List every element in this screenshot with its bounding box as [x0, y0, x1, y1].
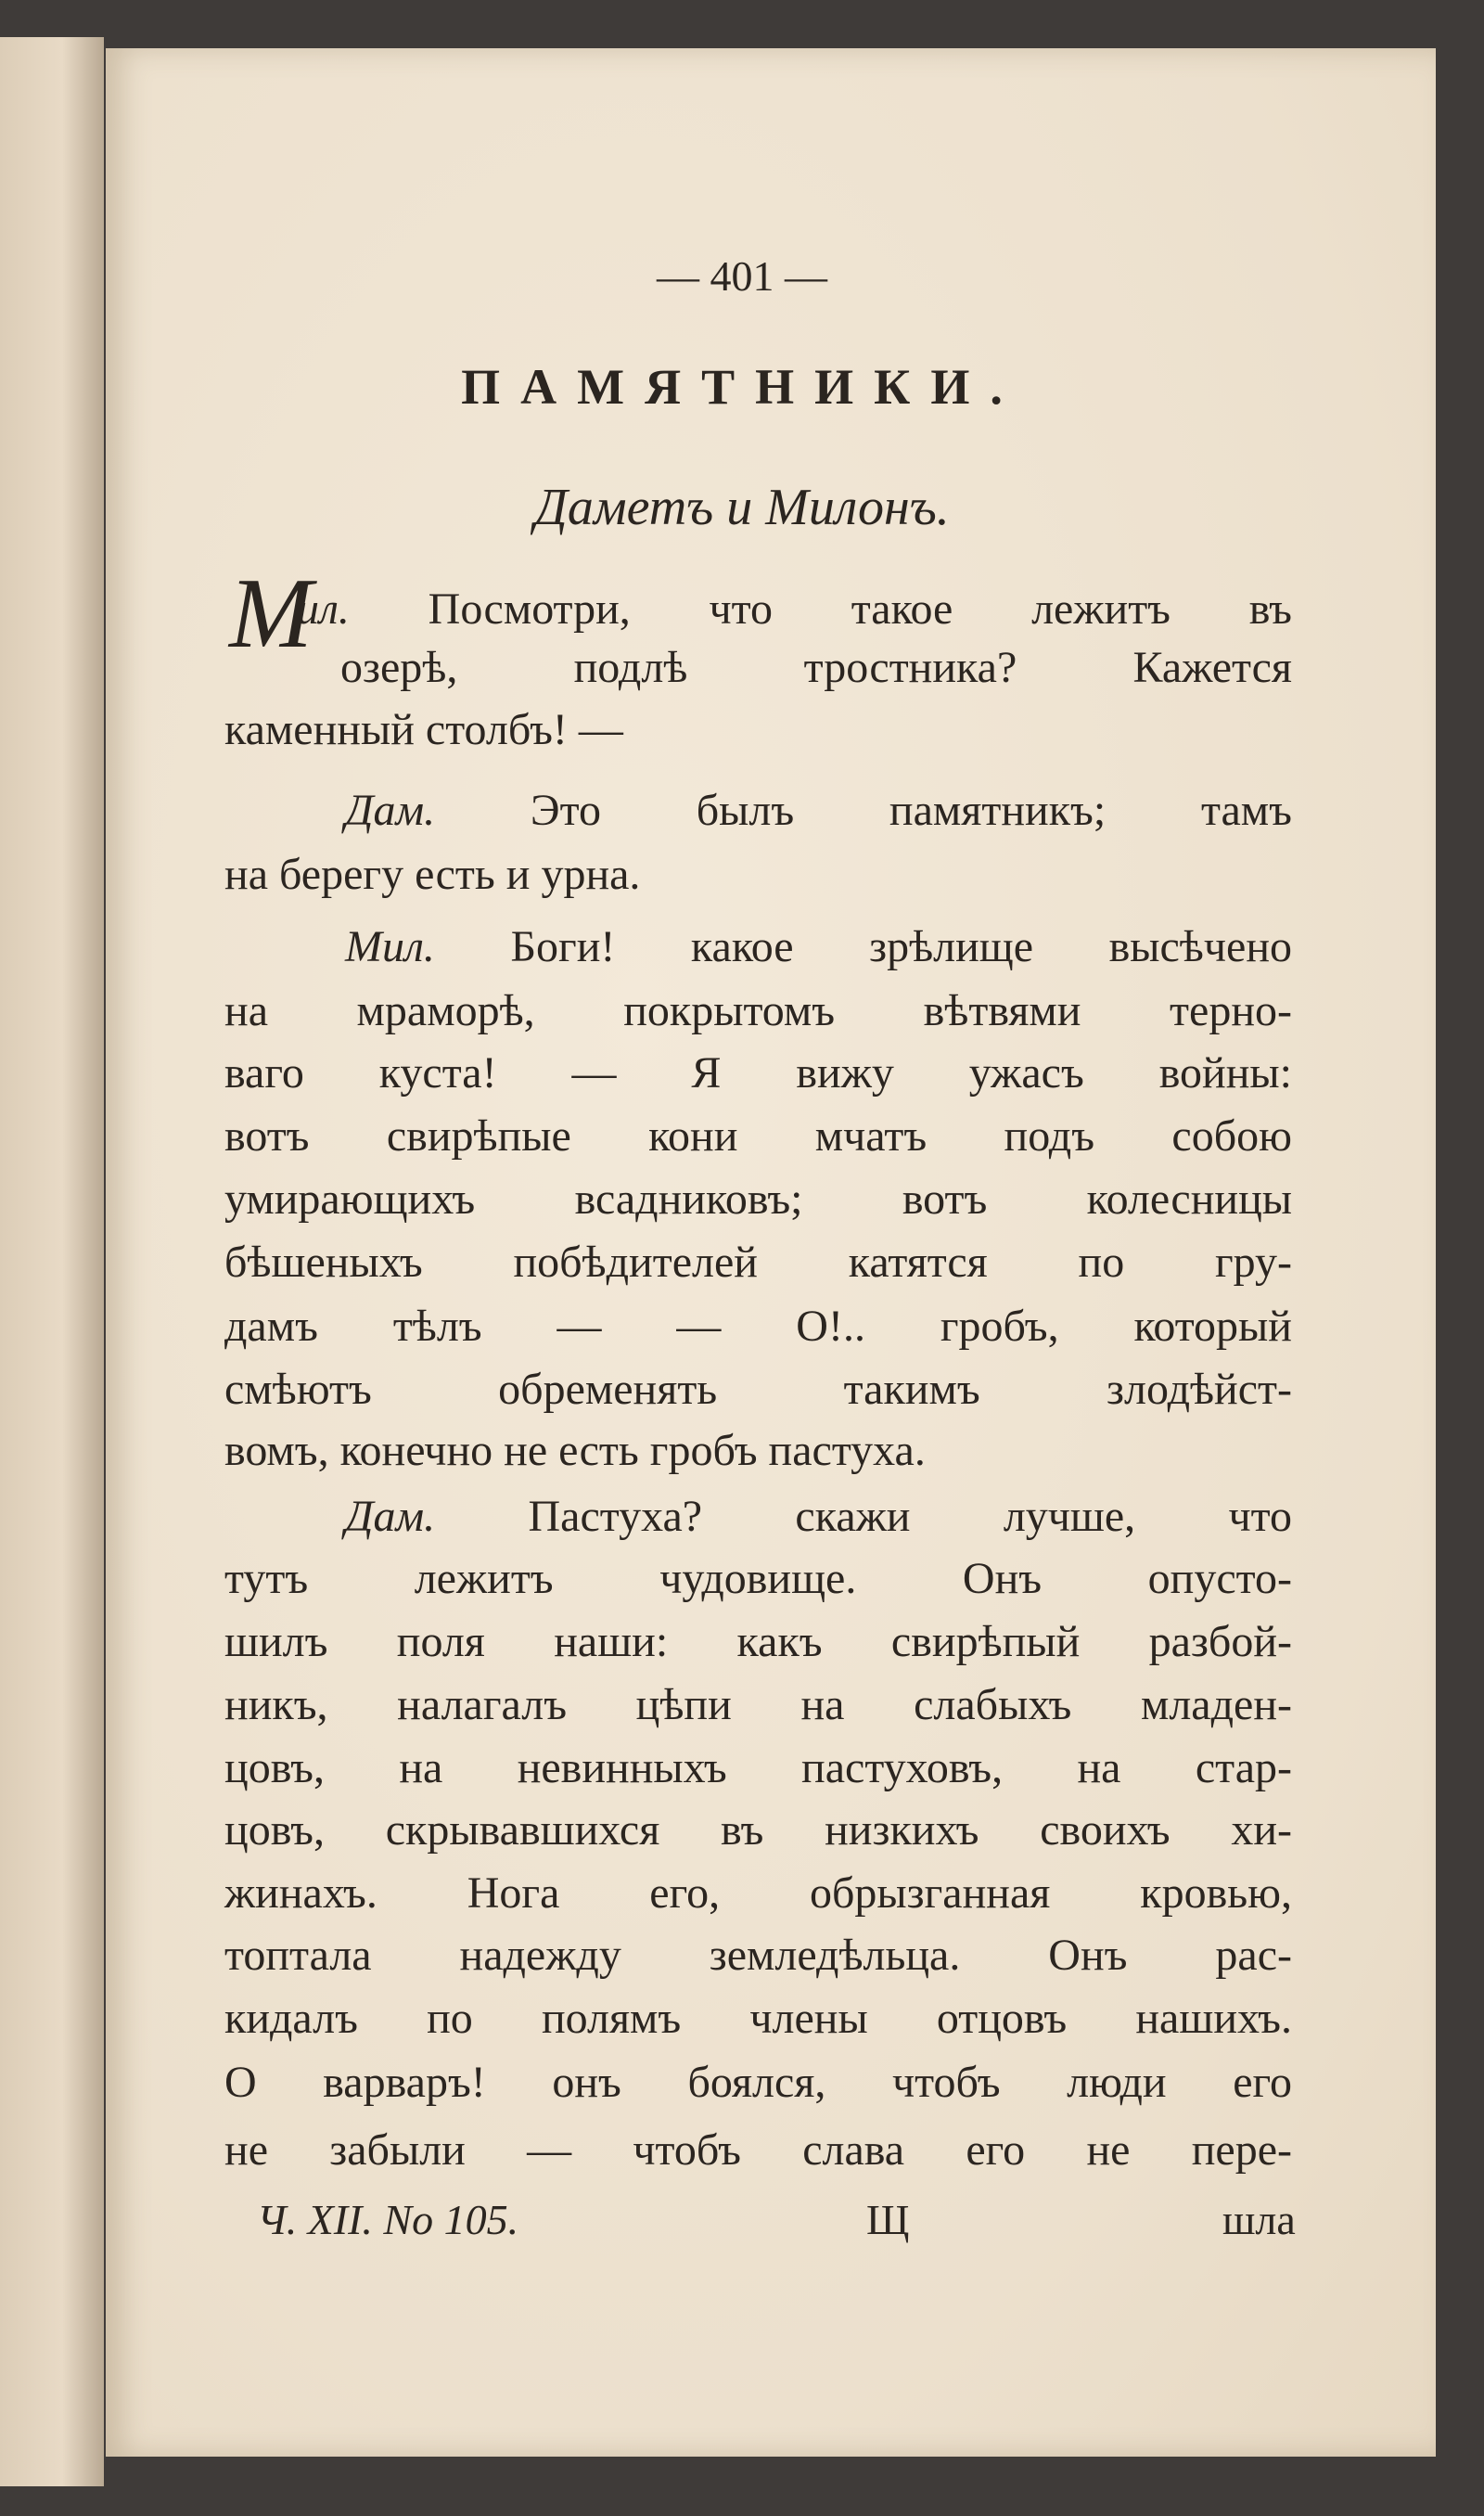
- line-text: озерѣ, подлѣ тростника? Кажется: [340, 643, 1292, 692]
- text-line: [224, 1419, 1292, 1483]
- speaker-label: Дам.: [345, 786, 436, 835]
- text-line: [224, 980, 1292, 1043]
- line-text: цовъ, скрывавшихся въ низкихъ своихъ хи-: [224, 1805, 1292, 1855]
- line-text: бѣшеныхъ побѣдителей катятся по гру-: [224, 1238, 1292, 1287]
- line-text: вотъ свирѣпые кони мчатъ подъ собою: [224, 1111, 1292, 1161]
- line-text: Посмотри, что такое лежитъ въ: [349, 584, 1292, 634]
- speaker-label: ил.: [297, 584, 350, 634]
- line-text: дамъ тѣлъ — — О!.. гробъ, который: [224, 1302, 1292, 1351]
- line-text: смѣютъ обременять такимъ злодѣйст-: [224, 1365, 1292, 1414]
- text-line: [345, 779, 1292, 842]
- line-text: на мраморѣ, покрытомъ вѣтвями терно-: [224, 986, 1292, 1035]
- chapter-subtitle: Даметъ и Милонъ.: [534, 479, 950, 536]
- line-text: цовъ, на невинныхъ пастуховъ, на стар-: [224, 1743, 1292, 1792]
- line-text: Боги! какое зрѣлище высѣчено: [434, 922, 1292, 971]
- text-line: [224, 1799, 1292, 1862]
- speaker-label: Мил.: [345, 922, 435, 971]
- line-text: каменный столбъ! —: [224, 705, 623, 754]
- text-line: [224, 1105, 1292, 1168]
- volume-mark: Ч. XII. No 105.: [257, 2196, 519, 2243]
- text-line: [224, 2119, 1292, 2182]
- signature-mark: Щ: [866, 2196, 910, 2243]
- text-line: [224, 699, 1292, 762]
- text-line: [224, 1924, 1292, 1987]
- text-line: [224, 1862, 1292, 1925]
- text-line: [224, 1737, 1292, 1800]
- page-number: — 401 —: [657, 252, 827, 300]
- line-text: Пастуха? скажи лучше, что: [435, 1492, 1292, 1541]
- line-text: тутъ лежитъ чудовище. Онъ опусто-: [224, 1554, 1292, 1603]
- line-text: не забыли — чтобъ слава его не пере-: [224, 2125, 1292, 2175]
- line-text: вомъ, конечно не есть гробъ пастуха.: [224, 1426, 926, 1475]
- line-text: топтала надежду земледѣльца. Онъ рас-: [224, 1931, 1292, 1980]
- text-line: [224, 1042, 1292, 1105]
- line-text: умирающихъ всадниковъ; вотъ колесницы: [224, 1175, 1292, 1224]
- text-line: [224, 843, 1292, 906]
- line-text: Это былъ памятникъ; тамъ: [435, 786, 1292, 835]
- catchword: шла: [1222, 2196, 1296, 2243]
- speaker-label: Дам.: [345, 1492, 436, 1541]
- line-text: на берегу есть и урна.: [224, 850, 641, 899]
- text-line: [224, 1547, 1292, 1611]
- text-line: [224, 1358, 1292, 1421]
- text-line: [345, 1485, 1292, 1548]
- text-line: [297, 578, 1292, 641]
- chapter-title: ПАМЯТНИКИ.: [461, 359, 1023, 415]
- text-line: [224, 1674, 1292, 1737]
- line-text: кидалъ по полямъ члены отцовъ нашихъ.: [224, 1994, 1292, 2043]
- drop-cap: М: [229, 558, 313, 669]
- line-text: О варваръ! онъ боялся, чтобъ люди его: [224, 2058, 1292, 2107]
- line-text: шилъ поля наши: какъ свирѣпый разбой-: [224, 1617, 1292, 1666]
- line-text: ваго куста! — Я вижу ужасъ войны:: [224, 1048, 1292, 1098]
- text-line: [224, 1295, 1292, 1358]
- text-line: [224, 1168, 1292, 1231]
- text-line: [345, 916, 1292, 979]
- text-line: [224, 1611, 1292, 1674]
- text-line: [340, 636, 1292, 700]
- text-line: [224, 1987, 1292, 2050]
- text-line: [224, 1231, 1292, 1294]
- line-text: никъ, налагалъ цѣпи на слабыхъ младен-: [224, 1680, 1292, 1729]
- line-text: жинахъ. Нога его, обрызганная кровью,: [224, 1868, 1292, 1918]
- text-line: [224, 2051, 1292, 2114]
